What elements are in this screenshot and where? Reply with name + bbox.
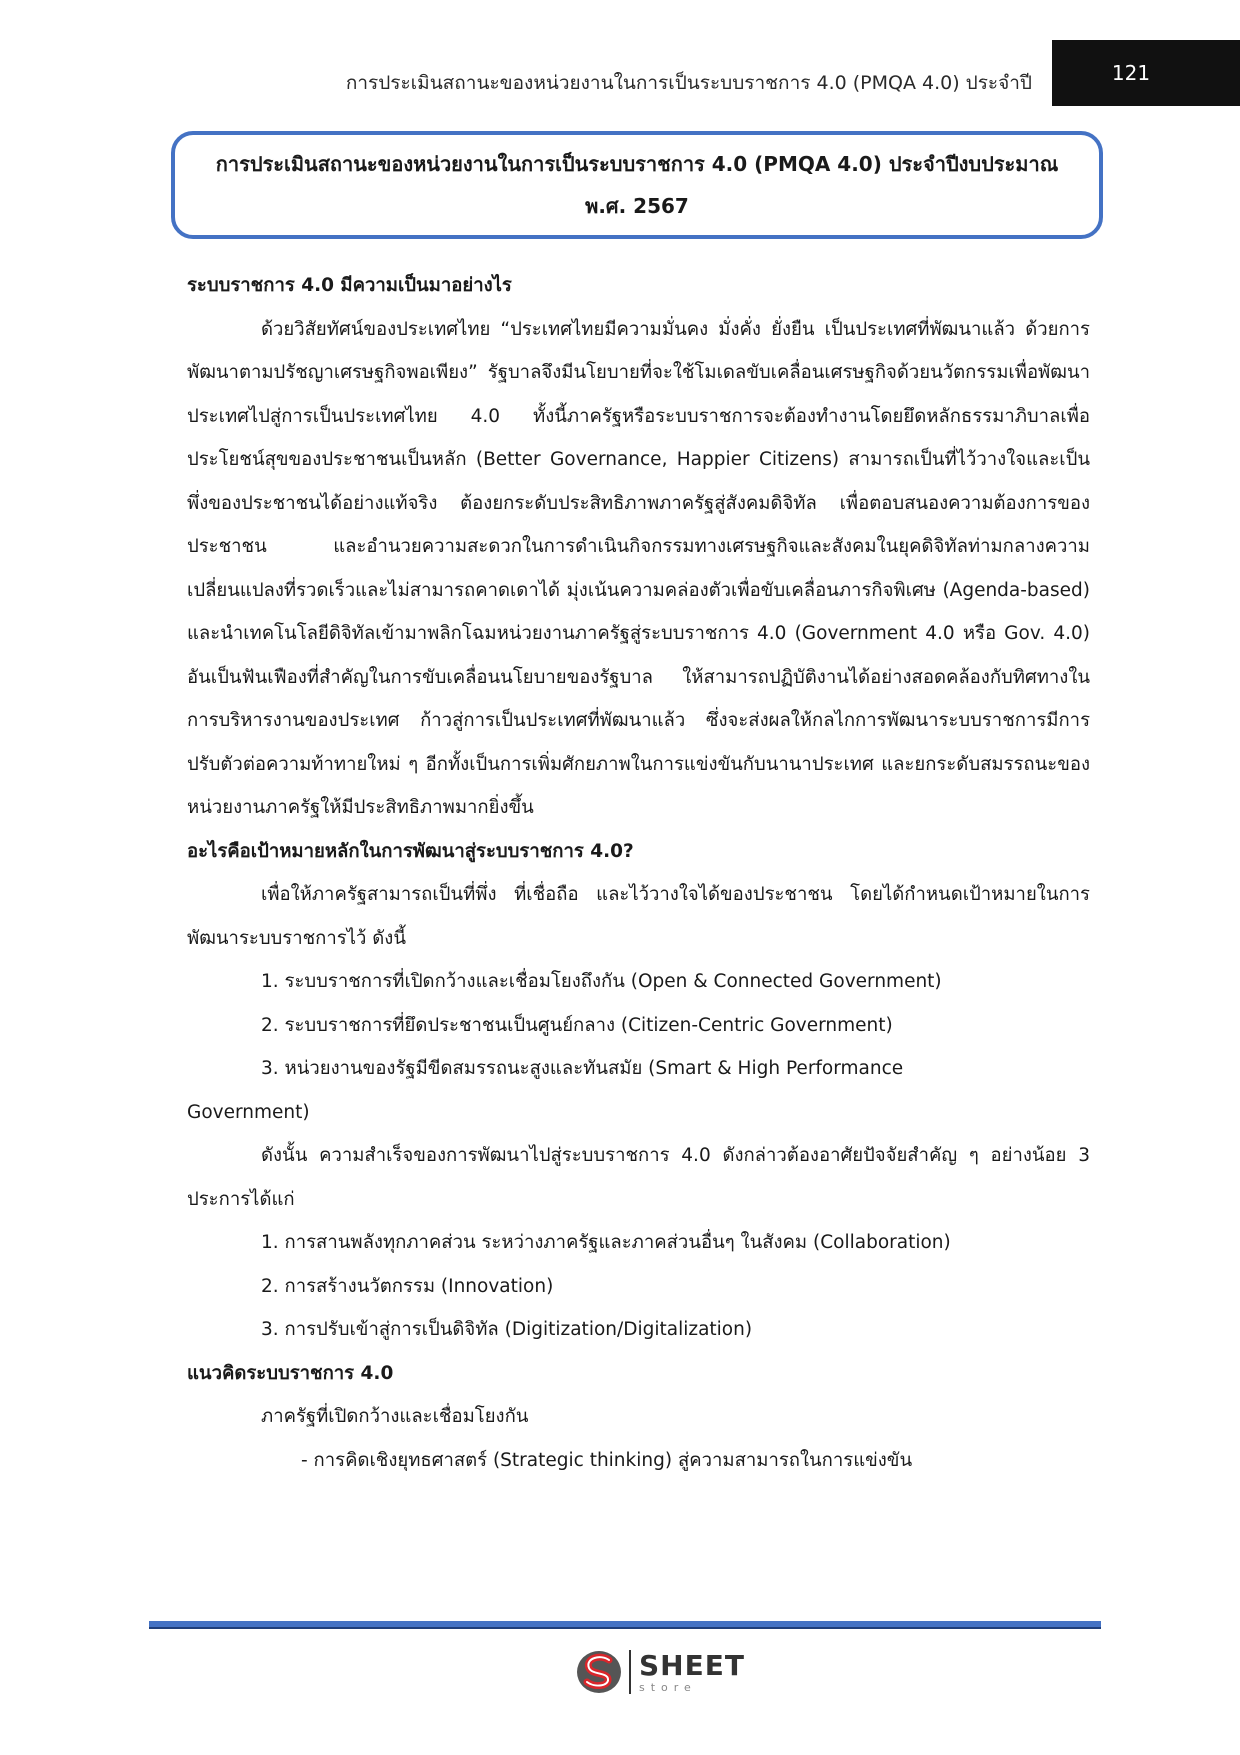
bullet-item: - การคิดเชิงยุทธศาสตร์ (Strategic thinking) สู่ความสามารถในการแข่งขัน: [301, 1449, 913, 1471]
section-heading: แนวคิดระบบราชการ 4.0: [187, 1362, 394, 1384]
footer-rule: [149, 1621, 1101, 1629]
logo-divider: [629, 1650, 631, 1694]
document-body: [187, 264, 1090, 1482]
logo-text: [639, 1648, 745, 1694]
list-item: 3. หน่วยงานของรัฐมีขีดสมรรถนะสูงและทันสมัย (Smart & High Performance: [261, 1058, 904, 1079]
sheet-store-logo: [575, 1646, 745, 1698]
logo-s-icon: [575, 1648, 623, 1696]
list-item: 2. การสร้างนวัตกรรม (Innovation): [261, 1275, 554, 1297]
list-item-continuation: Government): [187, 1101, 310, 1123]
title-line-1: การประเมินสถานะของหน่วยงานในการเป็นระบบราชการ 4.0 (PMQA 4.0) ประจำปีงบประมาณ: [215, 152, 1059, 176]
title-line-2: พ.ศ. 2567: [585, 194, 689, 218]
sub-heading: ภาครัฐที่เปิดกว้างและเชื่อมโยงกัน: [261, 1406, 529, 1427]
section-heading: อะไรคือเป้าหมายหลักในการพัฒนาสู่ระบบราชการ 4.0?: [187, 840, 634, 862]
list-item: 1. การสานพลังทุกภาคส่วน ระหว่างภาครัฐและภาคส่วนอื่นๆ ในสังคม (Collaboration): [261, 1232, 951, 1253]
list-item: 3. การปรับเข้าสู่การเป็นดิจิทัล (Digitization/Digitalization): [261, 1319, 753, 1340]
title-box: [171, 131, 1103, 239]
paragraph: เพื่อให้ภาครัฐสามารถเป็นที่พึ่ง ที่เชื่อถือ และไว้วางใจได้ของประชาชน โดยได้กำหนดเป้าหมายในการพัฒนาระบบราชการไว้ ดังนี้: [187, 884, 1090, 949]
list-item: 1. ระบบราชการที่เปิดกว้างและเชื่อมโยงถึงกัน (Open & Connected Government): [261, 971, 942, 992]
paragraph: ดังนั้น ความสำเร็จของการพัฒนาไปสู่ระบบราชการ 4.0 ดังกล่าวต้องอาศัยปัจจัยสำคัญ ๆ อย่างน้อย 3 ประการได้แก่: [187, 1145, 1090, 1210]
logo-subword: store: [639, 1680, 697, 1694]
list-item: 2. ระบบราชการที่ยึดประชาชนเป็นศูนย์กลาง (Citizen-Centric Government): [261, 1014, 893, 1036]
running-header: การประเมินสถานะของหน่วยงานในการเป็นระบบราชการ 4.0 (PMQA 4.0) ประจำปี: [345, 72, 1032, 94]
section-heading: ระบบราชการ 4.0 มีความเป็นมาอย่างไร: [187, 275, 512, 296]
paragraph: ด้วยวิสัยทัศน์ของประเทศไทย “ประเทศไทยมีความมั่นคง มั่งคั่ง ยั่งยืน เป็นประเทศที่พัฒนาแล้ว ด้วยการพัฒนาตามปรัชญาเศรษฐกิจพอเพียง” รัฐบาลจึงมีนโยบายที่จะใช้โมเดลขับเคลื่อนเศรษฐกิจด้วยนวัตกรรมเพื่อพัฒนาประเทศไปสู่การเป็นประเทศไทย 4.0 ทั้งนี้ภาครัฐหรือระบบราชการจะต้องทำงานโดยยึดหลักธรรมาภิบาลเพื่อประโยชน์สุขของประชาชนเป็นหลัก (Better Governance, Happier Citizens) สามารถเป็นที่ไว้วางใจและเป็นพึ่งของประชาชนได้อย่างแท้จริง ต้องยกระดับประสิทธิภาพภาครัฐสู่สังคมดิจิทัล เพื่อตอบสนองความต้องการของประชาชน และอำนวยความสะดวกในการดำเนินกิจกรรมทางเศรษฐกิจและสังคมในยุคดิจิทัลท่ามกลางความเปลี่ยนแปลงที่รวดเร็วและไม่สามารถคาดเดาได้ มุ่งเน้นความคล่องตัวเพื่อขับเคลื่อนภารกิจพิเศษ (Agenda-based) และนำเทคโนโลยีดิจิทัลเข้ามาพลิกโฉมหน่วยงานภาครัฐสู่ระบบราชการ 4.0 (Government 4.0 หรือ Gov. 4.0) อันเป็นฟันเฟืองที่สำคัญในการขับเคลื่อนนโยบายของรัฐบาล ให้สามารถปฏิบัติงานได้อย่างสอดคล้องกับทิศทางในการบริหารงานของประเทศ ก้าวสู่การเป็นประเทศที่พัฒนาแล้ว ซึ่งจะส่งผลให้กลไกการพัฒนาระบบราชการมีการปรับตัวต่อความท้าทายใหม่ ๆ อีกทั้งเป็นการเพิ่มศักยภาพในการแข่งขันกับนานาประเทศ และยกระดับสมรรถนะของหน่วยงานภาครัฐให้มีประสิทธิภาพมากยิ่งขึ้น: [187, 318, 1090, 818]
page-number: 121: [1052, 40, 1240, 106]
logo-word: SHEET: [639, 1648, 745, 1682]
